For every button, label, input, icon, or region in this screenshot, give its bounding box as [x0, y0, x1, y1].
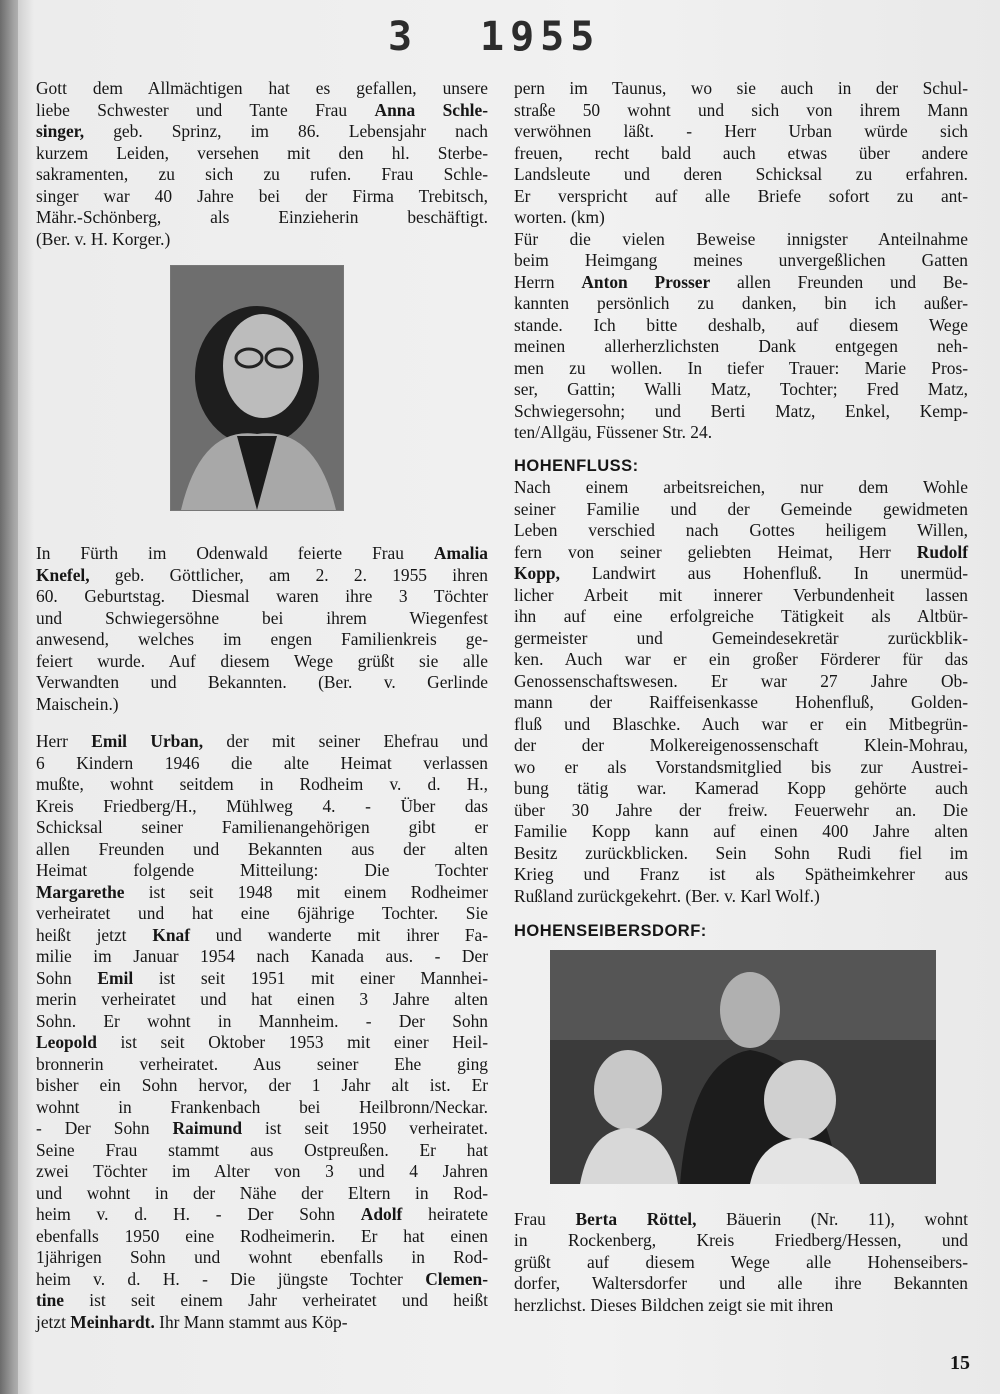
text-line: bung tätig war. Kamerad Kopp gehörte auch — [514, 778, 968, 798]
text-line: Mähr.-Schönberg, als Einzieherin beschäftigt. — [36, 207, 488, 227]
issue-year: 1955 — [480, 14, 601, 60]
text-line: Nach einem arbeitsreichen, nur dem Wohle — [514, 477, 968, 497]
text-line: verheiratet und hat eine 6jährige Tochter. Sie — [36, 903, 488, 923]
text-line: meinen allerherzlichsten Dank entgegen neh- — [514, 336, 968, 356]
text-line: ten/Allgäu, Füssener Str. 24. — [514, 422, 713, 442]
obituary-rudolf-kopp — [514, 477, 968, 907]
text-line: Gott dem Allmächtigen hat es gefallen, unsere — [36, 78, 488, 98]
text-line: Er verspricht auf alle Briefe sofort zu ant- — [514, 185, 968, 206]
section-heading-hohenfluss: HOHENFLUSS: — [514, 456, 639, 475]
text-line: Herrn Anton Prosser allen Freunden und Be- — [514, 271, 969, 292]
text-line: Leopold ist seit Oktober 1953 mit einer Heil- — [36, 1032, 488, 1052]
text-line: 60. Geburtstag. Diesmal waren ihre 3 Töchter — [36, 586, 488, 606]
text-line: worten. (km) — [514, 207, 605, 227]
text-line: singer, geb. Sprinz, im 86. Lebensjahr nach — [36, 121, 488, 141]
text-line: Knefel, geb. Göttlicher, am 2. 2. 1955 ihren — [36, 564, 488, 585]
text-line: Familie Kopp kann auf einen 400 Jahre alten — [514, 821, 968, 841]
birthday-amalia-knefel — [36, 543, 488, 715]
text-line: Sohn. Er wohnt in Mannheim. - Der Sohn — [36, 1010, 488, 1031]
text-line: Krieg und Franz ist als Spätheimkehrer aus — [514, 864, 968, 884]
text-line: sakramenten, zu sich zu rufen. Frau Schle- — [36, 164, 488, 184]
text-line: in Rockenberg, Kreis Friedberg/Hessen, und — [514, 1230, 968, 1250]
text-line: Heimat folgende Mitteilung: Die Tochter — [36, 860, 488, 880]
page-header — [388, 14, 628, 66]
text-line: und wohnt in der Nähe der Eltern in Rod- — [36, 1182, 488, 1203]
text-line: - Der Sohn Raimund ist seit 1950 verheiratet. — [36, 1118, 488, 1138]
text-line: Margarethe ist seit 1948 mit einem Rodheimer — [36, 881, 488, 902]
section-heading-hohenseibersdorf: HOHENSEIBERSDORF: — [514, 922, 707, 940]
text-line: licher Arbeit mit innerer Verbundenheit lassen — [514, 584, 968, 605]
text-line: Frau Berta Röttel, Bäuerin (Nr. 11), wohnt — [514, 1208, 968, 1229]
text-line: In Fürth im Odenwald feierte Frau Amalia — [36, 543, 488, 563]
text-line: beim Heimgang meines unvergeßlichen Gatten — [514, 250, 968, 270]
text-line: grüßt auf diesem Wege alle Hohenseibers- — [514, 1251, 968, 1272]
report-emil-urban-continued — [514, 78, 968, 229]
report-emil-urban — [36, 731, 488, 1333]
text-line: über 30 Jahre der freiw. Feuerwehr an. Die — [514, 799, 968, 820]
text-line: ihn auf eine erfolgreiche Tätigkeit als Altbür- — [514, 606, 968, 626]
text-line: der der Molkereigenossenschaft Klein-Mohrau, — [514, 735, 968, 755]
family-illustration — [550, 950, 936, 1184]
text-line: Besitz zurückblicken. Sein Sohn Rudi fiel im — [514, 842, 968, 863]
text-line: Kopp, Landwirt aus Hohenfluß. In unermüd- — [514, 563, 968, 583]
text-line: freuen, recht bald auch etwas über andere — [514, 142, 968, 163]
text-line: anwesend, welches im engen Familienkreis ge- — [36, 629, 488, 649]
text-line: Herr Emil Urban, der mit seiner Ehefrau und — [36, 731, 488, 751]
text-line: Leben verschied nach Gottes heiligem Willen, — [514, 520, 968, 540]
text-line: und Schwiegersöhne bei ihrem Wiegenfest — [36, 607, 488, 628]
text-line: Für die vielen Beweise innigster Anteilnahme — [514, 228, 968, 249]
text-line: dorfer, Waltersdorfer und alle ihre Bekannten — [514, 1273, 968, 1293]
text-line: milie im Januar 1954 nach Kanada aus. - Der — [36, 946, 488, 966]
text-line: liebe Schwester und Tante Frau Anna Schle- — [36, 99, 488, 120]
text-line: (Ber. v. H. Korger.) — [36, 228, 171, 249]
text-line: ser, Gattin; Walli Matz, Tochter; Fred Matz, — [514, 379, 968, 399]
text-line: Sohn Emil ist seit 1951 mit einer Mannhei- — [36, 967, 488, 988]
text-line: mußte, wohnt seitdem in Rodheim v. d. H., — [36, 774, 488, 794]
obituary-anna-schlesinger — [36, 78, 488, 250]
text-line: Genossenschaftswesen. Er war 27 Jahre Ob- — [514, 670, 968, 691]
text-line: allen Freunden und Bekannten aus der alten — [36, 838, 488, 859]
text-line: wohnt in Frankenbach bei Heilbronn/Neckar. — [36, 1096, 488, 1117]
text-line: ebenfalls 1950 eine Rodheimerin. Er hat einen — [36, 1225, 488, 1246]
text-line: kurzem Leiden, versehen mit den hl. Sterbe- — [36, 142, 488, 163]
text-line: stande. Ich bitte deshalb, auf diesem Wege — [514, 314, 968, 335]
text-line: fluß und Blaschke. Auch war er ein Mitbegrün- — [514, 713, 968, 734]
text-line: heim v. d. H. - Die jüngste Tochter Clemen- — [36, 1268, 488, 1289]
text-line: Maischein.) — [36, 693, 119, 714]
portrait-photo-anna-schlesinger — [170, 265, 344, 511]
text-line: kannten persönlich zu danken, bin ich außer- — [514, 293, 968, 313]
page-number: 15 — [950, 1352, 970, 1374]
text-line: Verwandten und Bekannten. (Ber. v. Gerlinde — [36, 672, 488, 692]
text-line: zwei Töchter im Alter von 3 und 4 Jahren — [36, 1161, 488, 1181]
text-line: bisher ein Sohn hervor, der 1 Jahr alt ist. Er — [36, 1075, 488, 1095]
text-line: straße 50 wohnt und sich von ihrem Mann — [514, 99, 968, 120]
issue-number: 3 — [388, 14, 419, 60]
text-line: 1jährigen Sohn und wohnt ebenfalls in Rod- — [36, 1247, 488, 1267]
text-line: tine ist seit einem Jahr verheiratet und heißt — [36, 1290, 488, 1310]
text-line: pern im Taunus, wo sie auch in der Schul- — [514, 78, 968, 98]
text-line: mann der Raiffeisenkasse Hohenfluß, Golden- — [514, 692, 968, 712]
text-line: merin verheiratet und hat einen 3 Jahre alten — [36, 989, 488, 1009]
caption-berta-roettel — [514, 1209, 968, 1317]
text-line: feiert wurde. Auf diesem Wege grüßt sie alle — [36, 650, 488, 671]
text-line: ken. Auch war er ein großer Förderer für das — [514, 649, 968, 669]
text-line: bronnerin verheiratet. Aus seiner Ehe ging — [36, 1053, 488, 1074]
text-line: Seine Frau stammt aus Ostpreußen. Er hat — [36, 1139, 488, 1160]
text-line: 6 Kindern 1946 die alte Heimat verlassen — [36, 752, 488, 773]
text-line: herzlichst. Dieses Bildchen zeigt sie mit ihren — [514, 1294, 834, 1315]
text-line: germeister und Gemeindesekretär zurückblik- — [514, 627, 968, 648]
portrait-illustration — [171, 266, 343, 510]
text-line: Schwiegersohn; und Berti Matz, Enkel, Kemp- — [514, 400, 968, 421]
text-line: Rußland zurückgekehrt. (Ber. v. Karl Wolf.) — [514, 885, 820, 906]
text-line: heißt jetzt Knaf und wanderte mit ihrer Fa- — [36, 924, 488, 945]
text-line: heim v. d. H. - Der Sohn Adolf heiratete — [36, 1204, 488, 1224]
text-line: jetzt Meinhardt. Ihr Mann stammt aus Köp- — [36, 1311, 348, 1332]
text-line: seiner Familie und der Gemeinde gewidmeten — [514, 498, 968, 519]
text-line: Schicksal seiner Familienangehörigen gibt er — [36, 817, 488, 837]
text-line: men zu wollen. In tiefer Trauer: Marie Pros- — [514, 357, 968, 378]
text-line: wo er als Vorstandsmitglied bis zur Austrei- — [514, 756, 968, 777]
binding-shadow — [0, 0, 18, 1394]
text-line: verwöhnen läßt. - Herr Urban würde sich — [514, 121, 968, 141]
family-photo-berta-roettel — [550, 950, 936, 1184]
text-line: Landsleute und deren Schicksal zu erfahren. — [514, 164, 968, 184]
text-line: Kreis Friedberg/H., Mühlweg 4. - Über das — [36, 795, 488, 816]
thanks-anton-prosser — [514, 229, 968, 444]
text-line: singer war 40 Jahre bei der Firma Trebitsch, — [36, 185, 488, 206]
text-line: fern von seiner geliebten Heimat, Herr Rudolf — [514, 541, 968, 562]
